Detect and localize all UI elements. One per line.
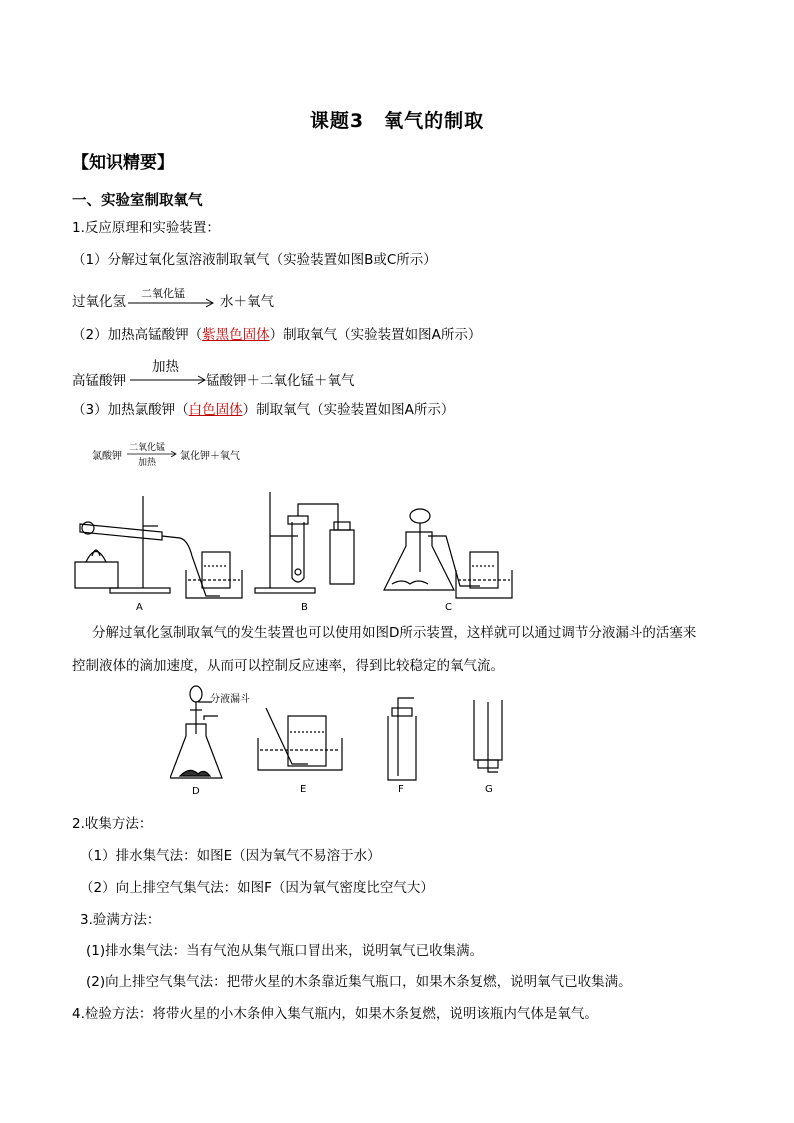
item1-heading: 1.反应原理和实验装置： xyxy=(72,220,220,236)
eq1-products: 水＋氧气 xyxy=(220,294,274,310)
item3-a: (1)排水集气法：当有气泡从集气瓶口冒出来，说明氧气已收集满。 xyxy=(86,943,484,959)
eq3-condition-top: 二氧化锰 xyxy=(129,443,166,453)
eq3-reactant: 氯酸钾 xyxy=(92,451,122,462)
apparatus-figure-abc xyxy=(70,486,570,616)
eq2-products: 锰酸钾＋二氧化锰＋氧气 xyxy=(206,373,355,389)
sub3-text xyxy=(72,401,454,419)
sub3-suffix: ）制取氧气（实验装置如图A所示） xyxy=(242,402,455,418)
paragraph-line2: 控制液体的滴加速度，从而可以控制反应速率，得到比较稳定的氧气流。 xyxy=(72,658,504,674)
sub2-prefix: （2）加热高锰酸钾（ xyxy=(72,327,203,343)
sub2-suffix: ）制取氧气（实验装置如图A所示） xyxy=(269,327,482,343)
eq2-condition: 加热 xyxy=(152,359,179,375)
page-title: 课题3 氧气的制取 xyxy=(309,110,485,132)
section1-heading: 一、实验室制取氧气 xyxy=(72,193,203,209)
eq3-condition-bottom: 加热 xyxy=(138,458,157,468)
fig-label-b: B xyxy=(301,602,308,613)
item3-b: (2)向上排空气集气法：把带火星的木条靠近集气瓶口，如果木条复燃，说明氧气已收集满。 xyxy=(86,974,632,990)
item4: 4.检验方法：将带火星的小木条伸入集气瓶内，如果木条复燃，说明该瓶内气体是氧气。 xyxy=(72,1006,598,1022)
fig-label-g: G xyxy=(485,784,493,795)
item2-heading: 2.收集方法： xyxy=(72,816,153,832)
eq3-products: 氯化钾＋氧气 xyxy=(180,451,240,462)
stand-base-a xyxy=(110,588,170,593)
paragraph-line1: 分解过氧化氢制取氧气的发生装置也可以使用如图D所示装置，这样就可以通过调节分液漏斗的活塞来 xyxy=(92,625,697,641)
fig-label-a: A xyxy=(136,602,143,613)
fig-label-f: F xyxy=(398,784,404,795)
item2-a: （1）排水集气法：如图E（因为氧气不易溶于水） xyxy=(80,848,381,864)
sub2-text xyxy=(72,326,481,344)
fig-label-e: E xyxy=(300,784,307,795)
fig-label-c: C xyxy=(445,602,452,613)
sub3-prefix: （3）加热氯酸钾（ xyxy=(72,402,189,418)
sub2-highlight: 紫黑色固体 xyxy=(202,327,270,343)
eq1-reactant: 过氧化氢 xyxy=(72,294,126,310)
eq2-reactant: 高锰酸钾 xyxy=(72,373,126,389)
item2-b: （2）向上排空气集气法：如图F（因为氧气密度比空气大） xyxy=(80,880,434,896)
eq1-arrow xyxy=(128,298,216,308)
sub1-text: （1）分解过氧化氢溶液制取氧气（实验装置如图B或C所示） xyxy=(72,252,437,268)
sub3-highlight: 白色固体 xyxy=(188,402,243,418)
funnel-label: 分液漏斗 xyxy=(210,694,250,705)
item3-heading: 3.验满方法： xyxy=(80,912,161,928)
fig-label-d: D xyxy=(192,786,200,797)
eq1-condition: 二氧化锰 xyxy=(141,287,185,300)
section-header: 【知识精要】 xyxy=(72,153,174,173)
eq2-arrow xyxy=(130,375,208,385)
